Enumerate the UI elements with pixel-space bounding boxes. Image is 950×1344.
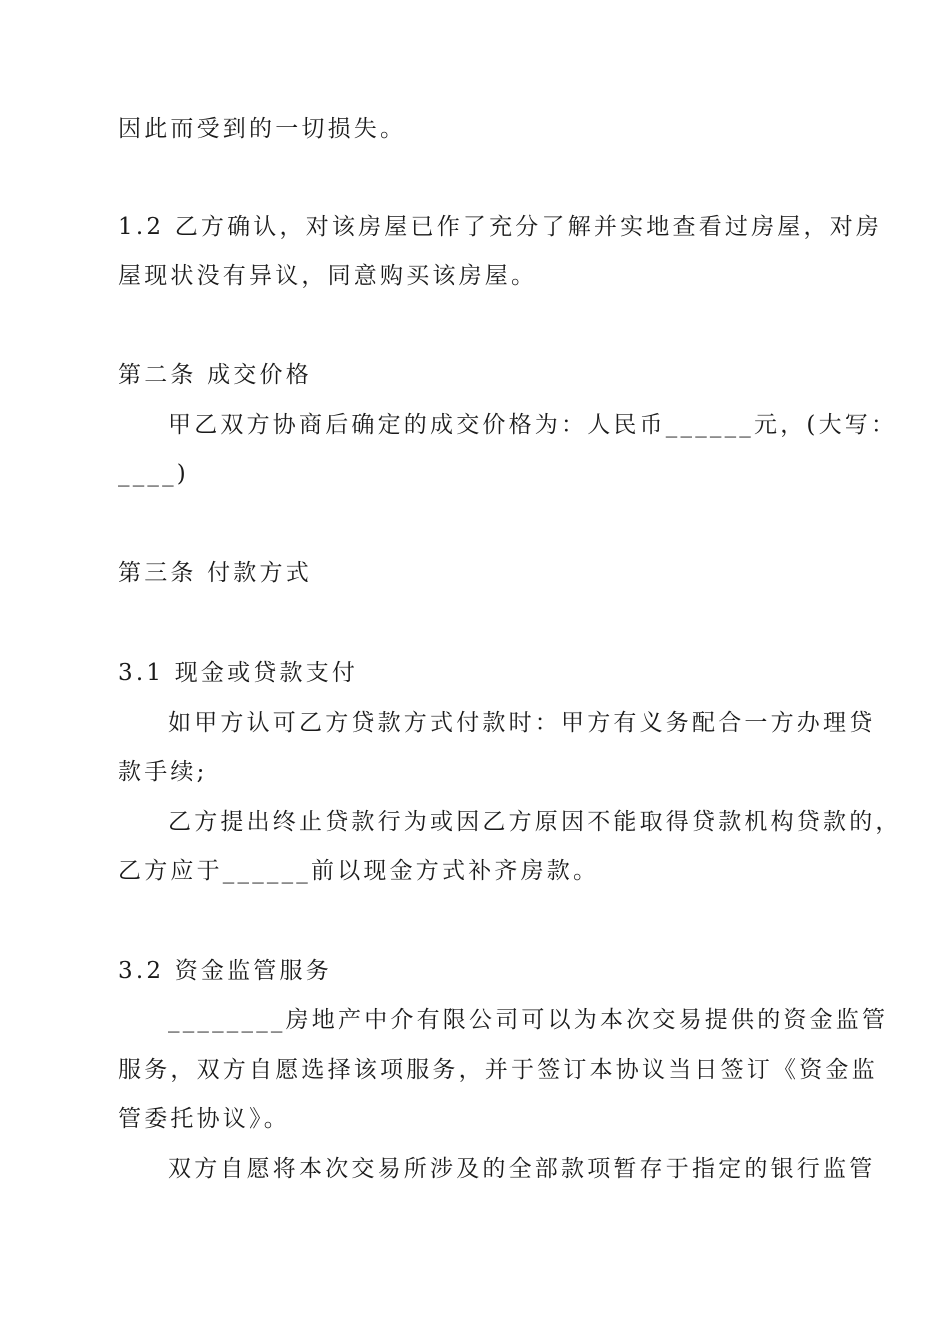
clause-1-2-line: 1.2 乙方确认，对该房屋已作了充分了解并实地查看过房屋，对房 <box>118 214 883 240</box>
paragraph-line: ____) <box>118 461 189 487</box>
paragraph-line: 甲乙双方协商后确定的成交价格为：人民币______元，(大写： <box>168 412 898 438</box>
paragraph-line: 因此而受到的一切损失。 <box>118 116 407 142</box>
paragraph-line: ________房地产中介有限公司可以为本次交易提供的资金监管 <box>168 1007 889 1033</box>
article-2-heading: 第二条 成交价格 <box>118 362 312 388</box>
paragraph-line: 服务，双方自愿选择该项服务，并于签订本协议当日签订《资金监 <box>118 1057 878 1083</box>
clause-3-2-heading: 3.2 资金监管服务 <box>118 958 332 984</box>
article-3-heading: 第三条 付款方式 <box>118 560 312 586</box>
paragraph-line: 款手续; <box>118 759 208 785</box>
paragraph-line: 乙方应于______前以现金方式补齐房款。 <box>118 858 600 884</box>
clause-3-1-heading: 3.1 现金或贷款支付 <box>118 660 359 686</box>
paragraph-line: 屋现状没有异议，同意购买该房屋。 <box>118 263 538 289</box>
paragraph-line: 如甲方认可乙方贷款方式付款时：甲方有义务配合一方办理贷 <box>168 710 876 736</box>
paragraph-line: 乙方提出终止贷款行为或因乙方原因不能取得贷款机构贷款的， <box>168 809 902 835</box>
paragraph-line: 双方自愿将本次交易所涉及的全部款项暂存于指定的银行监管 <box>168 1156 876 1182</box>
paragraph-line: 管委托协议》。 <box>118 1106 290 1132</box>
